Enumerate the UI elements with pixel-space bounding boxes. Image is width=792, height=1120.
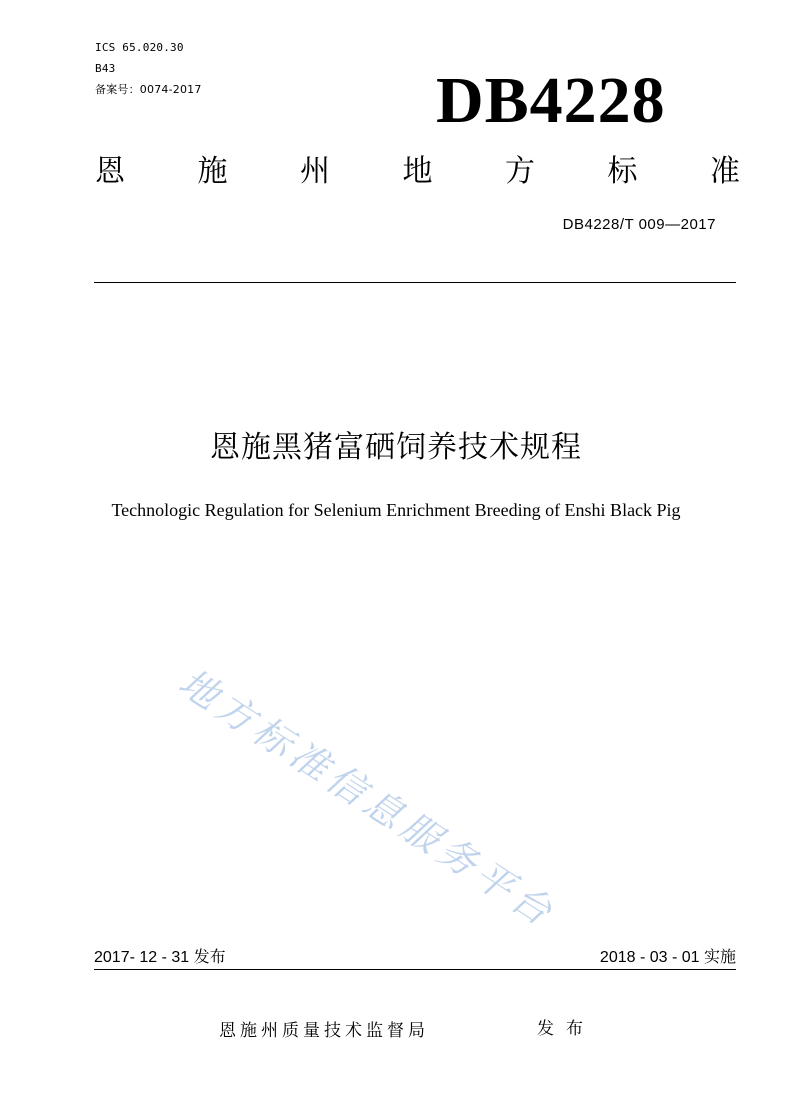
standard-code-logo: DB4228 [436, 64, 666, 137]
watermark: 地方标准信息服务平台 [171, 660, 565, 937]
standard-type-char: 州 [300, 154, 330, 189]
standard-type-char: 恩 [95, 154, 125, 189]
standard-type-char: 地 [402, 154, 433, 189]
bottom-divider [94, 969, 736, 970]
implementation-date: 2018 - 03 - 01 实施 [599, 949, 736, 966]
issue-date: 2017- 12 - 31 发布 [94, 949, 226, 966]
top-divider [94, 282, 736, 283]
document-title-chinese: 恩施黑猪富硒饲养技术规程 [210, 430, 582, 465]
publish-label: 发布 [537, 1019, 595, 1039]
standard-number: DB4228/T 009—2017 [562, 216, 716, 233]
standard-type-title [95, 152, 740, 192]
document-title-english: Technologic Regulation for Selenium Enrichment Breeding of Enshi Black Pig [111, 500, 681, 520]
standard-type-char: 准 [710, 154, 740, 189]
standard-type-char: 方 [505, 154, 535, 189]
standard-type-char: 标 [607, 154, 638, 189]
clc-code: B43 [95, 62, 116, 75]
publisher-name: 恩施州质量技术监督局 [219, 1021, 429, 1041]
ics-code: ICS 65.020.30 [95, 41, 184, 54]
filing-number: 备案号：0074-2017 [95, 83, 202, 96]
standard-type-char: 施 [197, 154, 228, 189]
